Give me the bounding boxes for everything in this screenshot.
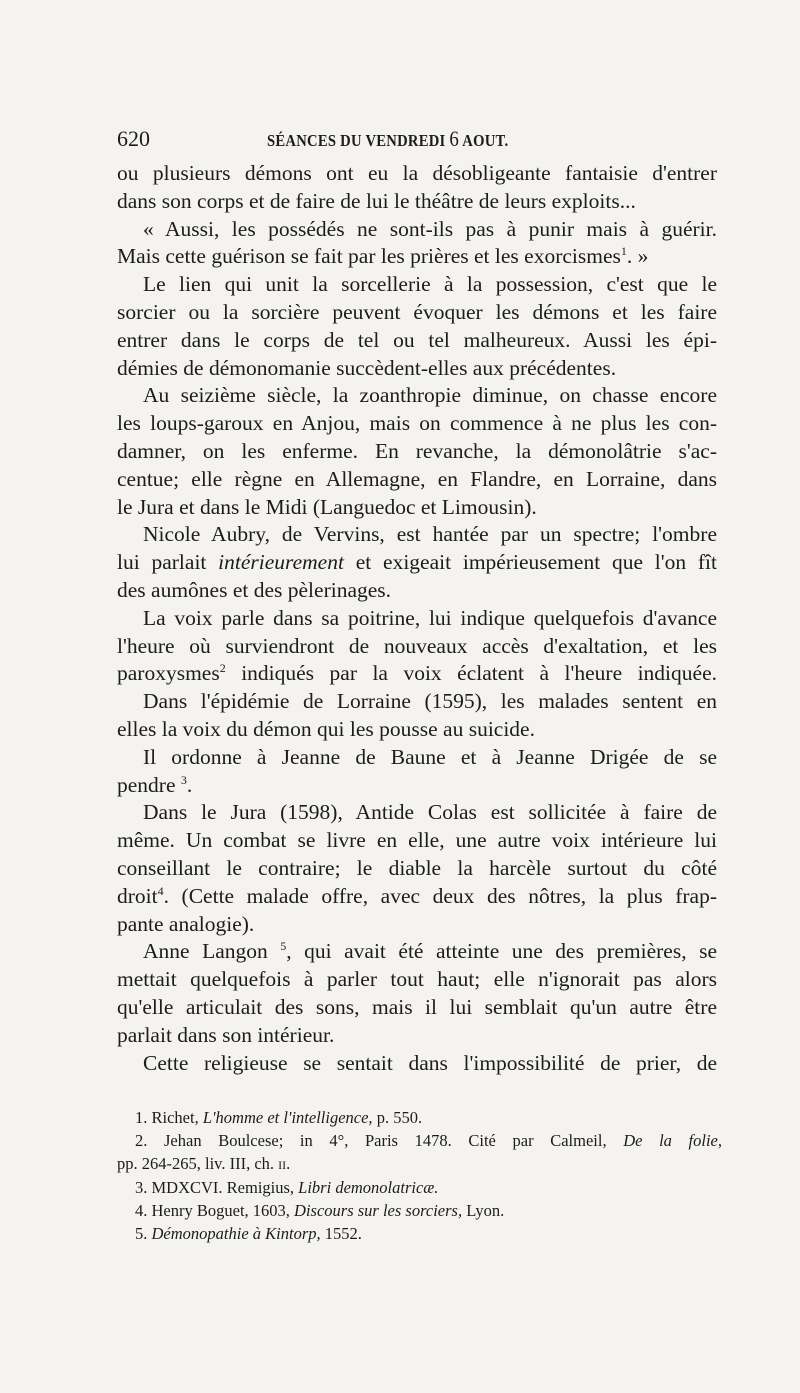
footnote-text: 3. MDXCVI. Remigius, [135,1177,295,1197]
footnote-text: 2. Jehan Boulcese; in 4°, Paris 1478. Cité par Calmeil, [135,1131,607,1151]
footnote-ref: 5 [280,939,287,954]
running-title [267,126,508,152]
text-line: des aumônes et des pèlerinages. [117,577,392,602]
text-fragment: paroxysmes [117,661,220,686]
text-line [117,243,717,271]
text-line: Il ordonne à Jeanne de Baune et à Jeanne Drigée de se [143,744,717,769]
footnote-ref: 1 [620,244,627,259]
text-line: l'heure où surviendront de nouveaux accès d'exaltation, et les [117,633,717,658]
footnote-title: L'homme et l'intelligence, [202,1108,373,1127]
text-fragment: Anne Langon [143,939,268,964]
text-line: dans son corps et de faire de lui le théâtre de leurs exploits... [117,188,636,213]
footnote-title: Discours sur les sorciers, [294,1200,463,1220]
text-line: sorcier ou la sorcière peuvent évoquer les démons et les faire [117,299,717,324]
text-line: damner, on les enferme. En revanche, la démonolâtrie s'ac- [117,438,717,463]
text-line: mettait quelquefois à parler tout haut; elle n'ignorait pas alors [117,967,717,992]
text-line: Le lien qui unit la sorcellerie à la possession, c'est que le [143,272,717,297]
footnote-text: 1552. [324,1224,362,1244]
text-fragment: , qui avait été atteinte une des premières, se [286,939,718,964]
footnotes [117,1106,722,1245]
text-line: Dans l'épidémie de Lorraine (1595), les malades sentent en [143,689,717,714]
page-number: 620 [117,126,150,151]
text-line: démies de démonomanie succèdent-elles aux précédentes. [117,355,617,380]
text-fragment: . » [626,244,649,269]
text-line [117,883,717,911]
text-fragment: lui parlait [117,550,207,575]
body-text [117,160,717,1077]
footnote-4 [117,1199,722,1222]
text-fragment: . (Cette malade offre, avec deux des nôtres, la plus frap- [163,883,717,908]
footnote-text: 4. Henry Boguet, 1603, [135,1200,290,1220]
text-line: elles la voix du démon qui les pousse au suicide. [117,716,535,741]
footnote-text: . [286,1154,291,1174]
running-header [117,126,717,156]
text-line: « Aussi, les possédés ne sont-ils pas à punir mais à guérir. [143,216,717,241]
text-fragment: . [186,772,193,797]
footnote-5 [117,1222,722,1245]
text-line: entrer dans le corps de tel ou tel malheureux. Aussi les épi- [117,327,717,352]
text-line: qu'elle articulait des sons, mais il lui semblait qu'un autre être [117,994,717,1019]
text-line: centue; elle règne en Allemagne, en Flandre, en Lorraine, dans [117,466,717,491]
running-title-suffix: AOUT. [462,131,509,150]
text-line [117,549,717,577]
text-fragment: Mais cette guérison se fait par les prières et les exorcismes [117,244,621,269]
footnote-text: pp. 264-265, liv. III, ch. [117,1154,279,1174]
footnote-title: De la folie, [623,1131,723,1151]
text-fragment: et exigeait impérieusement que l'on fît [355,550,717,575]
footnote-ref: 3 [180,772,187,787]
footnote-roman: ii [278,1154,287,1174]
text-line [117,660,717,688]
footnote-text: p. 550. [376,1108,423,1127]
footnote-ref: 4 [157,883,164,898]
running-title-day: 6 [449,126,460,151]
text-line [117,938,717,966]
footnote-title: Libri demonolatricæ. [298,1177,439,1197]
text-line: parlait dans son intérieur. [117,1022,335,1047]
footnote-text: 1. Richet, [135,1108,199,1127]
text-line [117,772,717,800]
footnote-3 [117,1176,722,1199]
footnote-title: Démonopathie à Kintorp, [151,1224,321,1244]
footnote-2 [117,1129,722,1152]
italic-word: intérieurement [218,550,344,575]
text-line: ou plusieurs démons ont eu la désobligeante fantaisie d'entrer [117,161,717,185]
text-line: Au seizième siècle, la zoanthropie diminue, on chasse encore [143,383,717,408]
footnote-ref: 2 [219,661,226,676]
text-line: Dans le Jura (1598), Antide Colas est sollicitée à faire de [143,800,717,825]
text-line: La voix parle dans sa poitrine, lui indique quelquefois d'avance [143,605,717,630]
running-title-prefix: SÉANCES DU VENDREDI [267,131,446,150]
text-line: conseillant le contraire; le diable la harcèle surtout du côté [117,855,717,880]
footnote-2-continued [117,1152,722,1175]
text-line: le Jura et dans le Midi (Languedoc et Limousin). [117,494,537,519]
text-fragment: indiqués par la voix éclatent à l'heure indiquée. [241,661,717,686]
text-line: Cette religieuse se sentait dans l'impossibilité de prier, de [143,1050,717,1075]
text-fragment: droit [117,883,158,908]
text-line: les loups-garoux en Anjou, mais on commence à ne plus les con- [117,411,717,436]
text-line: pante analogie). [117,911,255,936]
footnote-1 [117,1106,722,1129]
text-fragment: pendre [117,772,176,797]
text-line: Nicole Aubry, de Vervins, est hantée par un spectre; l'ombre [143,522,717,547]
footnote-text: 5. [135,1224,148,1244]
text-line: même. Un combat se livre en elle, une autre voix intérieure lui [117,828,717,853]
footnote-text: Lyon. [466,1200,505,1220]
